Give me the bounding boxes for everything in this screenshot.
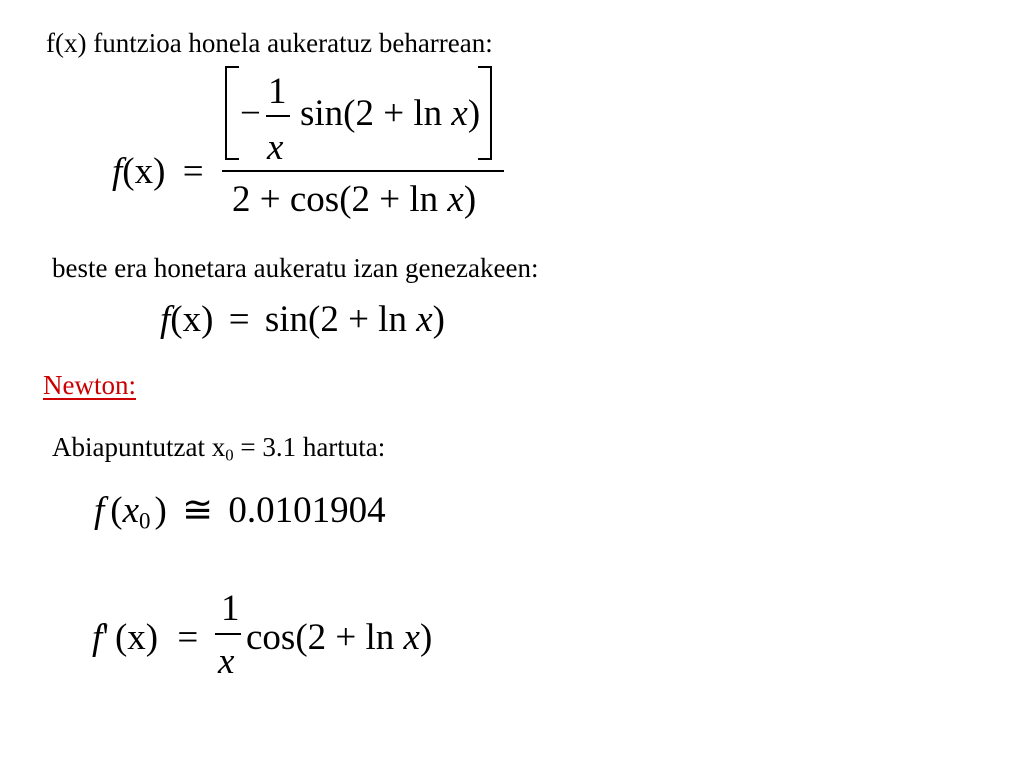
formula-3: f ($x_0$ ) ≅ 0.0101904 — [94, 490, 386, 534]
intro-text: f(x) funtzioa honela aukeratuz beharrean: — [46, 28, 493, 58]
formula4-frac-num: 1 — [221, 588, 240, 629]
formula1-inner-frac-den: x — [267, 127, 284, 168]
start-text: Abiapuntutzat $x_0 = 3.1$ hartuta: — [52, 432, 386, 465]
newton-heading: Newton: — [43, 370, 136, 400]
formula1-num-sin: sin(2 + ln x) — [300, 93, 481, 134]
formula1-lhs: f(x) = — [112, 151, 204, 192]
formula4-lhs: f' (x) = — [92, 617, 199, 658]
formula-2: f(x) = sin(2 + ln x) — [160, 299, 445, 340]
formula1-main-frac-bar — [222, 170, 504, 172]
formula1-denominator: 2 + cos(2 + ln x) — [232, 179, 477, 220]
formula4-frac-bar — [215, 633, 241, 635]
formula1-inner-frac-bar — [266, 115, 290, 117]
formula4-frac-den: x — [218, 641, 235, 682]
formula4-rhs: cos(2 + ln x) — [246, 617, 433, 658]
alt-text: beste era honetara aukeratu izan genezakeen: — [52, 253, 539, 283]
formula1-left-bracket — [225, 66, 239, 160]
formula1-inner-frac-num: 1 — [268, 71, 287, 112]
formula1-minus: − — [240, 93, 261, 134]
